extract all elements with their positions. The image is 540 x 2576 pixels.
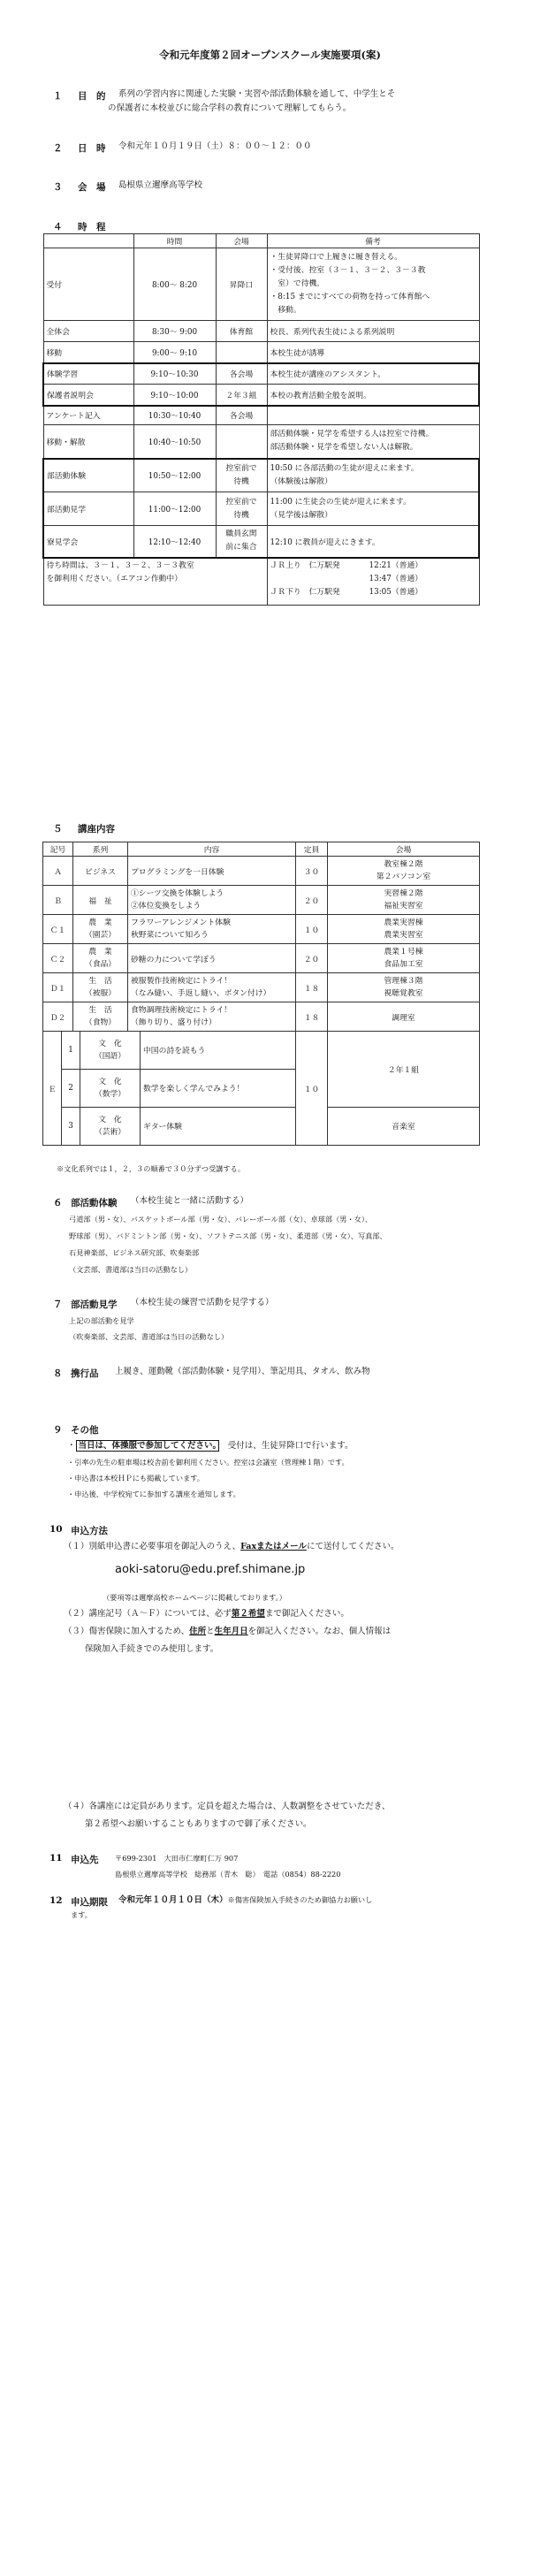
s12-number: 12: [49, 1895, 63, 1906]
s6-sub: （本校生徒と一緒に活動する）: [131, 1196, 249, 1206]
course-content: 数学を楽しく学んでみよう！: [141, 1069, 296, 1107]
s6-number: ６: [53, 1198, 63, 1208]
course-row-c1: [43, 915, 480, 944]
place-line: 控室前で: [225, 463, 257, 473]
row-notes: 本校生徒が講座のアシスタント。: [267, 363, 479, 385]
s8-label: 携行品: [71, 1368, 99, 1379]
row-time: 9:10～10:00: [133, 385, 216, 406]
s7-line1: 上記の部活動を見学: [69, 1316, 134, 1325]
document-title: 令和元年度第２回オープンスクール実施要項(案): [159, 49, 381, 61]
s10-number: 10: [49, 1524, 63, 1535]
course-place: 実習棟２階 福祉実習室: [328, 886, 480, 915]
s7-label: 部活動見学: [71, 1299, 118, 1310]
schedule-header-row: [43, 234, 479, 248]
course-code: Ｂ: [43, 886, 73, 915]
s5-label: 講座内容: [78, 824, 115, 835]
train-line: ＪＲ下り 仁万駅発 13:05（普通）: [270, 587, 423, 597]
course-content: ギター体験: [141, 1107, 296, 1145]
place-line: 待機: [233, 510, 249, 520]
sub-number: 3: [62, 1107, 80, 1145]
schedule-row-enquete: [43, 406, 479, 425]
course-series: 文 化 （芸術）: [80, 1107, 141, 1145]
schedule-row-zentai: [43, 321, 479, 342]
row-notes: [267, 492, 479, 526]
row-time: 8:30～ 9:00: [133, 321, 216, 342]
schedule-header-time: 時間: [133, 234, 216, 248]
row-notes: 校長、系列代表生徒による系列説明: [267, 321, 479, 342]
schedule-row-wait: [43, 558, 479, 606]
note-line: 11:00 に生徒会の生徒が迎えに来ます。: [270, 497, 411, 507]
schedule-row-bukatsu: [43, 459, 479, 492]
row-place: [216, 492, 267, 526]
place-line: 職員玄関: [225, 530, 257, 539]
s4-number: ４: [53, 222, 63, 232]
row-time: 10:50～12:00: [133, 459, 216, 492]
course-code: Ｅ: [43, 1032, 62, 1145]
row-time: 9:10～10:30: [133, 363, 216, 385]
sub-number: 2: [62, 1069, 80, 1107]
row-name: 体験学習: [43, 363, 133, 385]
row-notes: [267, 248, 479, 321]
course-series: 生 活 （被服）: [73, 973, 128, 1002]
s8-number: ８: [53, 1368, 63, 1379]
row-name: アンケート記入: [43, 406, 133, 425]
train-line: 13:47（普通）: [369, 574, 423, 583]
row-notes: [267, 406, 479, 425]
s4-label: 時 程: [78, 222, 106, 232]
course-code: Ｃ１: [43, 915, 73, 944]
s9-line3: ・申込書は本校ＨＰにも掲載しています。: [67, 1474, 204, 1482]
row-time: 8:00～ 8:20: [133, 248, 216, 321]
course-capacity: １０: [296, 915, 328, 944]
schedule-row-kengaku: [43, 492, 479, 526]
s10-p1: （１）別紙申込書に必要事項を御記入のうえ、Faxまたはメールにて送付してください。: [64, 1542, 399, 1551]
place-line: 控室前で: [225, 497, 257, 507]
schedule-row-kaisan: [43, 425, 479, 459]
row-time: 11:00～12:00: [133, 492, 216, 526]
course-header-code: 記号: [43, 842, 73, 857]
row-time: 10:40～10:50: [133, 425, 216, 459]
s11-contact: 島根県立邇摩高等学校 総務部（青木 聡） 電話（0854）88-2220: [115, 1870, 341, 1879]
course-series: 農 業 （園芸）: [73, 915, 128, 944]
train-times: [267, 558, 479, 606]
s1-label: 目 的: [78, 91, 106, 102]
course-row-d2: [43, 1002, 480, 1032]
course-series: ビジネス: [73, 857, 128, 886]
row-notes: 本校の教育活動全般を説明。: [267, 385, 479, 406]
course-place: [328, 1032, 480, 1146]
s12-text: 令和元年１０月１０日（木）※傷害保険加入手続きのため御協力お願いし: [118, 1895, 373, 1905]
s1-text-line1: 系列の学習内容に関連した実験・実習や部活動体験を通して、中学生とそ: [118, 89, 396, 99]
course-place: 農業１号棟 食品加工室: [328, 944, 480, 973]
s3-label: 会 場: [78, 182, 106, 193]
train-line: ＪＲ上り 仁万駅発 12:21（普通）: [270, 560, 423, 570]
course-content: 中国の詩を読もう: [141, 1032, 296, 1069]
row-notes: [267, 425, 479, 459]
course-code: Ｃ２: [43, 944, 73, 973]
note-line: 10:50 に各部活動の生徒が迎えに来ます。: [270, 463, 419, 473]
course-place: 農業実習棟 農業実習室: [328, 915, 480, 944]
course-series: 生 活 （食物）: [73, 1002, 128, 1032]
schedule-table: [42, 233, 480, 606]
s6-line3: 石見神楽部、ビジネス研究部、吹奏楽部: [69, 1248, 200, 1257]
note-line: 室）で待機。: [270, 279, 325, 288]
row-name: 部活動体験: [43, 459, 133, 492]
s10-p2: （２）講座記号（Ａ～Ｆ）については、必ず第２希望まで御記入ください。: [64, 1609, 349, 1619]
course-content: プログラミングを一日体験: [128, 857, 296, 886]
row-place: 各会場: [216, 406, 267, 425]
s10-p4-cont: 第２希望へお願いすることもありますので御了承ください。: [85, 1819, 312, 1829]
course-header-series: 系列: [73, 842, 128, 857]
row-place: 昇降口: [216, 248, 267, 321]
course-series: 福 祉: [73, 886, 128, 915]
note-line: 部活動体験・見学を希望する人は控室で待機。: [270, 430, 434, 439]
s11-label: 申込先: [71, 1855, 99, 1865]
s2-text: 令和元年１０月１９日（土）８：００～１２：００: [118, 141, 312, 151]
row-name: 部活動見学: [43, 492, 133, 526]
note-line: （体験後は解散）: [270, 476, 332, 486]
schedule-row-ido: [43, 342, 479, 363]
course-series: 農 業 （食品）: [73, 944, 128, 973]
course-row-c2: [43, 944, 480, 973]
s1-text-line2: の保護者に本校並びに総合学科の教育について理解してもらう。: [108, 103, 352, 113]
place-line: 待機: [233, 476, 249, 486]
s9-boxed-note: 当日は、体操服で参加してください。: [76, 1440, 220, 1452]
row-place: 各会場: [216, 363, 267, 385]
row-place: [216, 459, 267, 492]
course-row-d1: [43, 973, 480, 1002]
s9-line4: ・申込後、中学校宛てに参加する講座を通知します。: [67, 1490, 240, 1498]
s10-p4: （４）各講座には定員があります。定員を超えた場合は、人数調整をさせていただき、: [64, 1802, 391, 1811]
course-e-block: [43, 1032, 296, 1146]
sub-number: 1: [62, 1032, 80, 1069]
s8-text: 上履き、運動靴（部活動体験・見学用）、筆記用具、タオル、飲み物: [115, 1367, 370, 1376]
row-notes: [267, 459, 479, 492]
course-e-subtable: [43, 1032, 295, 1145]
row-name: 移動・解散: [43, 425, 133, 459]
course-header-capacity: 定員: [296, 842, 328, 857]
course-content: フラワーアレンジメント体験 秋野菜について知ろう: [128, 915, 296, 944]
place-2-1: ２年１組: [328, 1032, 479, 1107]
schedule-row-uketsuke: [43, 248, 479, 321]
row-name: 寮見学会: [43, 526, 133, 558]
s6-line2: 野球部（男）、バドミントン部（男・女）、ソフトテニス部（男・女）、柔道部（男・女）、写真部、: [69, 1231, 387, 1240]
note-line: 部活動体験・見学を希望しない人は解散。: [270, 443, 418, 453]
row-place: ２年３組: [216, 385, 267, 406]
s12-text-cont: ます。: [71, 1910, 92, 1919]
course-capacity: ２０: [296, 886, 328, 915]
s1-number: １: [53, 91, 63, 102]
s7-line2: （吹奏楽部、文芸部、書道部は当日の活動なし）: [69, 1332, 229, 1341]
row-notes: 12:10 に教員が迎えにきます。: [267, 526, 479, 558]
schedule-row-hogosha: [43, 385, 479, 406]
row-time: 10:30～10:40: [133, 406, 216, 425]
s11-number: 11: [49, 1853, 63, 1863]
course-header-row: [43, 842, 480, 857]
course-table: [42, 842, 480, 1146]
s12-label: 申込期限: [71, 1897, 108, 1908]
s10-label: 申込方法: [71, 1526, 108, 1536]
row-place: [216, 342, 267, 363]
schedule-header-notes: 備考: [267, 234, 479, 248]
course-place: 調理室: [328, 1002, 480, 1032]
course-row-b: [43, 886, 480, 915]
course-place: 管理棟３階 視聴覚教室: [328, 973, 480, 1002]
row-name: 保護者説明会: [43, 385, 133, 406]
wait-line: を御利用ください。（エアコン作動中）: [46, 574, 183, 583]
s11-address: 〒699-2301 大田市仁摩町仁万 907: [115, 1854, 239, 1863]
course-capacity: １８: [296, 1002, 328, 1032]
s5-number: ５: [53, 824, 63, 835]
course-code: Ａ: [43, 857, 73, 886]
s6-label: 部活動体験: [71, 1198, 118, 1208]
place-line: 前に集合: [225, 543, 257, 553]
course-e-place-subtable: [328, 1032, 479, 1145]
course-place: 教室棟２階 第２パソコン室: [328, 857, 480, 886]
note-line: ・生徒昇降口で上履きに履き替える。: [270, 253, 403, 262]
note-line: （見学後は解散）: [270, 510, 332, 520]
note-line: 移動。: [270, 306, 301, 315]
course-header-content: 内容: [128, 842, 296, 857]
row-time: 12:10～12:40: [133, 526, 216, 558]
course-code: Ｄ１: [43, 973, 73, 1002]
course-capacity: １８: [296, 973, 328, 1002]
schedule-row-ryo: [43, 526, 479, 558]
row-place: [216, 425, 267, 459]
course-capacity: ３０: [296, 857, 328, 886]
s9-number: ９: [53, 1425, 63, 1436]
s5-note: ※文化系列では１，２，３の順番で３０分ずつ受講する。: [57, 1164, 245, 1173]
place-music: 音楽室: [392, 1123, 415, 1132]
row-name: 受付: [43, 248, 133, 321]
s3-text: 島根県立邇摩高等学校: [118, 180, 203, 190]
wait-line: 待ち時間は、３－１、３－２、３－３教室: [46, 560, 194, 570]
s9-line1: ・ 当日は、体操服で参加してください。 受付は、生徒昇降口で行います。: [67, 1441, 354, 1451]
s9-label: その他: [71, 1425, 99, 1436]
schedule-header-item: [43, 234, 133, 248]
s10-email[interactable]: aoki-satoru@edu.pref.shimane.jp: [115, 1563, 306, 1576]
s7-number: ７: [53, 1299, 63, 1310]
s10-p3: （３）傷害保険に加入するため、住所と生年月日を御記入ください。なお、個人情報は: [64, 1627, 392, 1636]
s2-number: ２: [53, 143, 63, 154]
note-line: ・8:15 までにすべての荷物を持って体育館へ: [270, 293, 430, 301]
s6-line4: （文芸部、書道部は当日の活動なし）: [69, 1265, 193, 1274]
row-time: 9:00～ 9:10: [133, 342, 216, 363]
course-capacity: ２０: [296, 944, 328, 973]
schedule-header-place: 会場: [216, 234, 267, 248]
s2-label: 日 時: [78, 143, 106, 154]
course-capacity: １０: [296, 1032, 328, 1146]
course-content: 食物調理技術検定にトライ！ （飾り切り、盛り付け）: [128, 1002, 296, 1032]
s10-p3-cont: 保険加入手続きでのみ使用します。: [85, 1644, 219, 1654]
course-series: 文 化 （数学）: [80, 1069, 141, 1107]
schedule-row-taiken: [43, 363, 479, 385]
course-content: 砂糖の力について学ぼう: [128, 944, 296, 973]
wait-note: [43, 558, 267, 606]
row-name: 移動: [43, 342, 133, 363]
course-code: Ｄ２: [43, 1002, 73, 1032]
course-row-a: [43, 857, 480, 886]
course-content: ①シーツ交換を体験しよう ②体位変換をしよう: [128, 886, 296, 915]
course-row-e: [43, 1032, 480, 1146]
row-place: [216, 526, 267, 558]
course-series: 文 化 （国語）: [80, 1032, 141, 1069]
s3-number: ３: [53, 182, 63, 193]
s9-line2: ・引率の先生の駐車場は校舎前を御利用ください。控室は会議室（管理棟１階）です。: [67, 1458, 349, 1467]
s6-line1: 弓道部（男・女）、バスケットボール部（男・女）、バレーボール部（女）、卓球部（男・女）、: [69, 1215, 373, 1223]
row-notes: 本校生徒が誘導: [267, 342, 479, 363]
row-place: 体育館: [216, 321, 267, 342]
course-header-place: 会場: [328, 842, 480, 857]
s7-sub: （本校生徒の練習で活動を見学する）: [131, 1298, 274, 1307]
s10-p1-note: （要項等は邇摩高校ホームページに掲載しております。）: [103, 1593, 286, 1602]
row-name: 全体会: [43, 321, 133, 342]
note-line: ・受付後、控室（３－１、３－２、３－３教: [270, 266, 426, 275]
course-content: 被服製作技術検定にトライ！ （なみ縫い、手返し縫い、ボタン付け）: [128, 973, 296, 1002]
